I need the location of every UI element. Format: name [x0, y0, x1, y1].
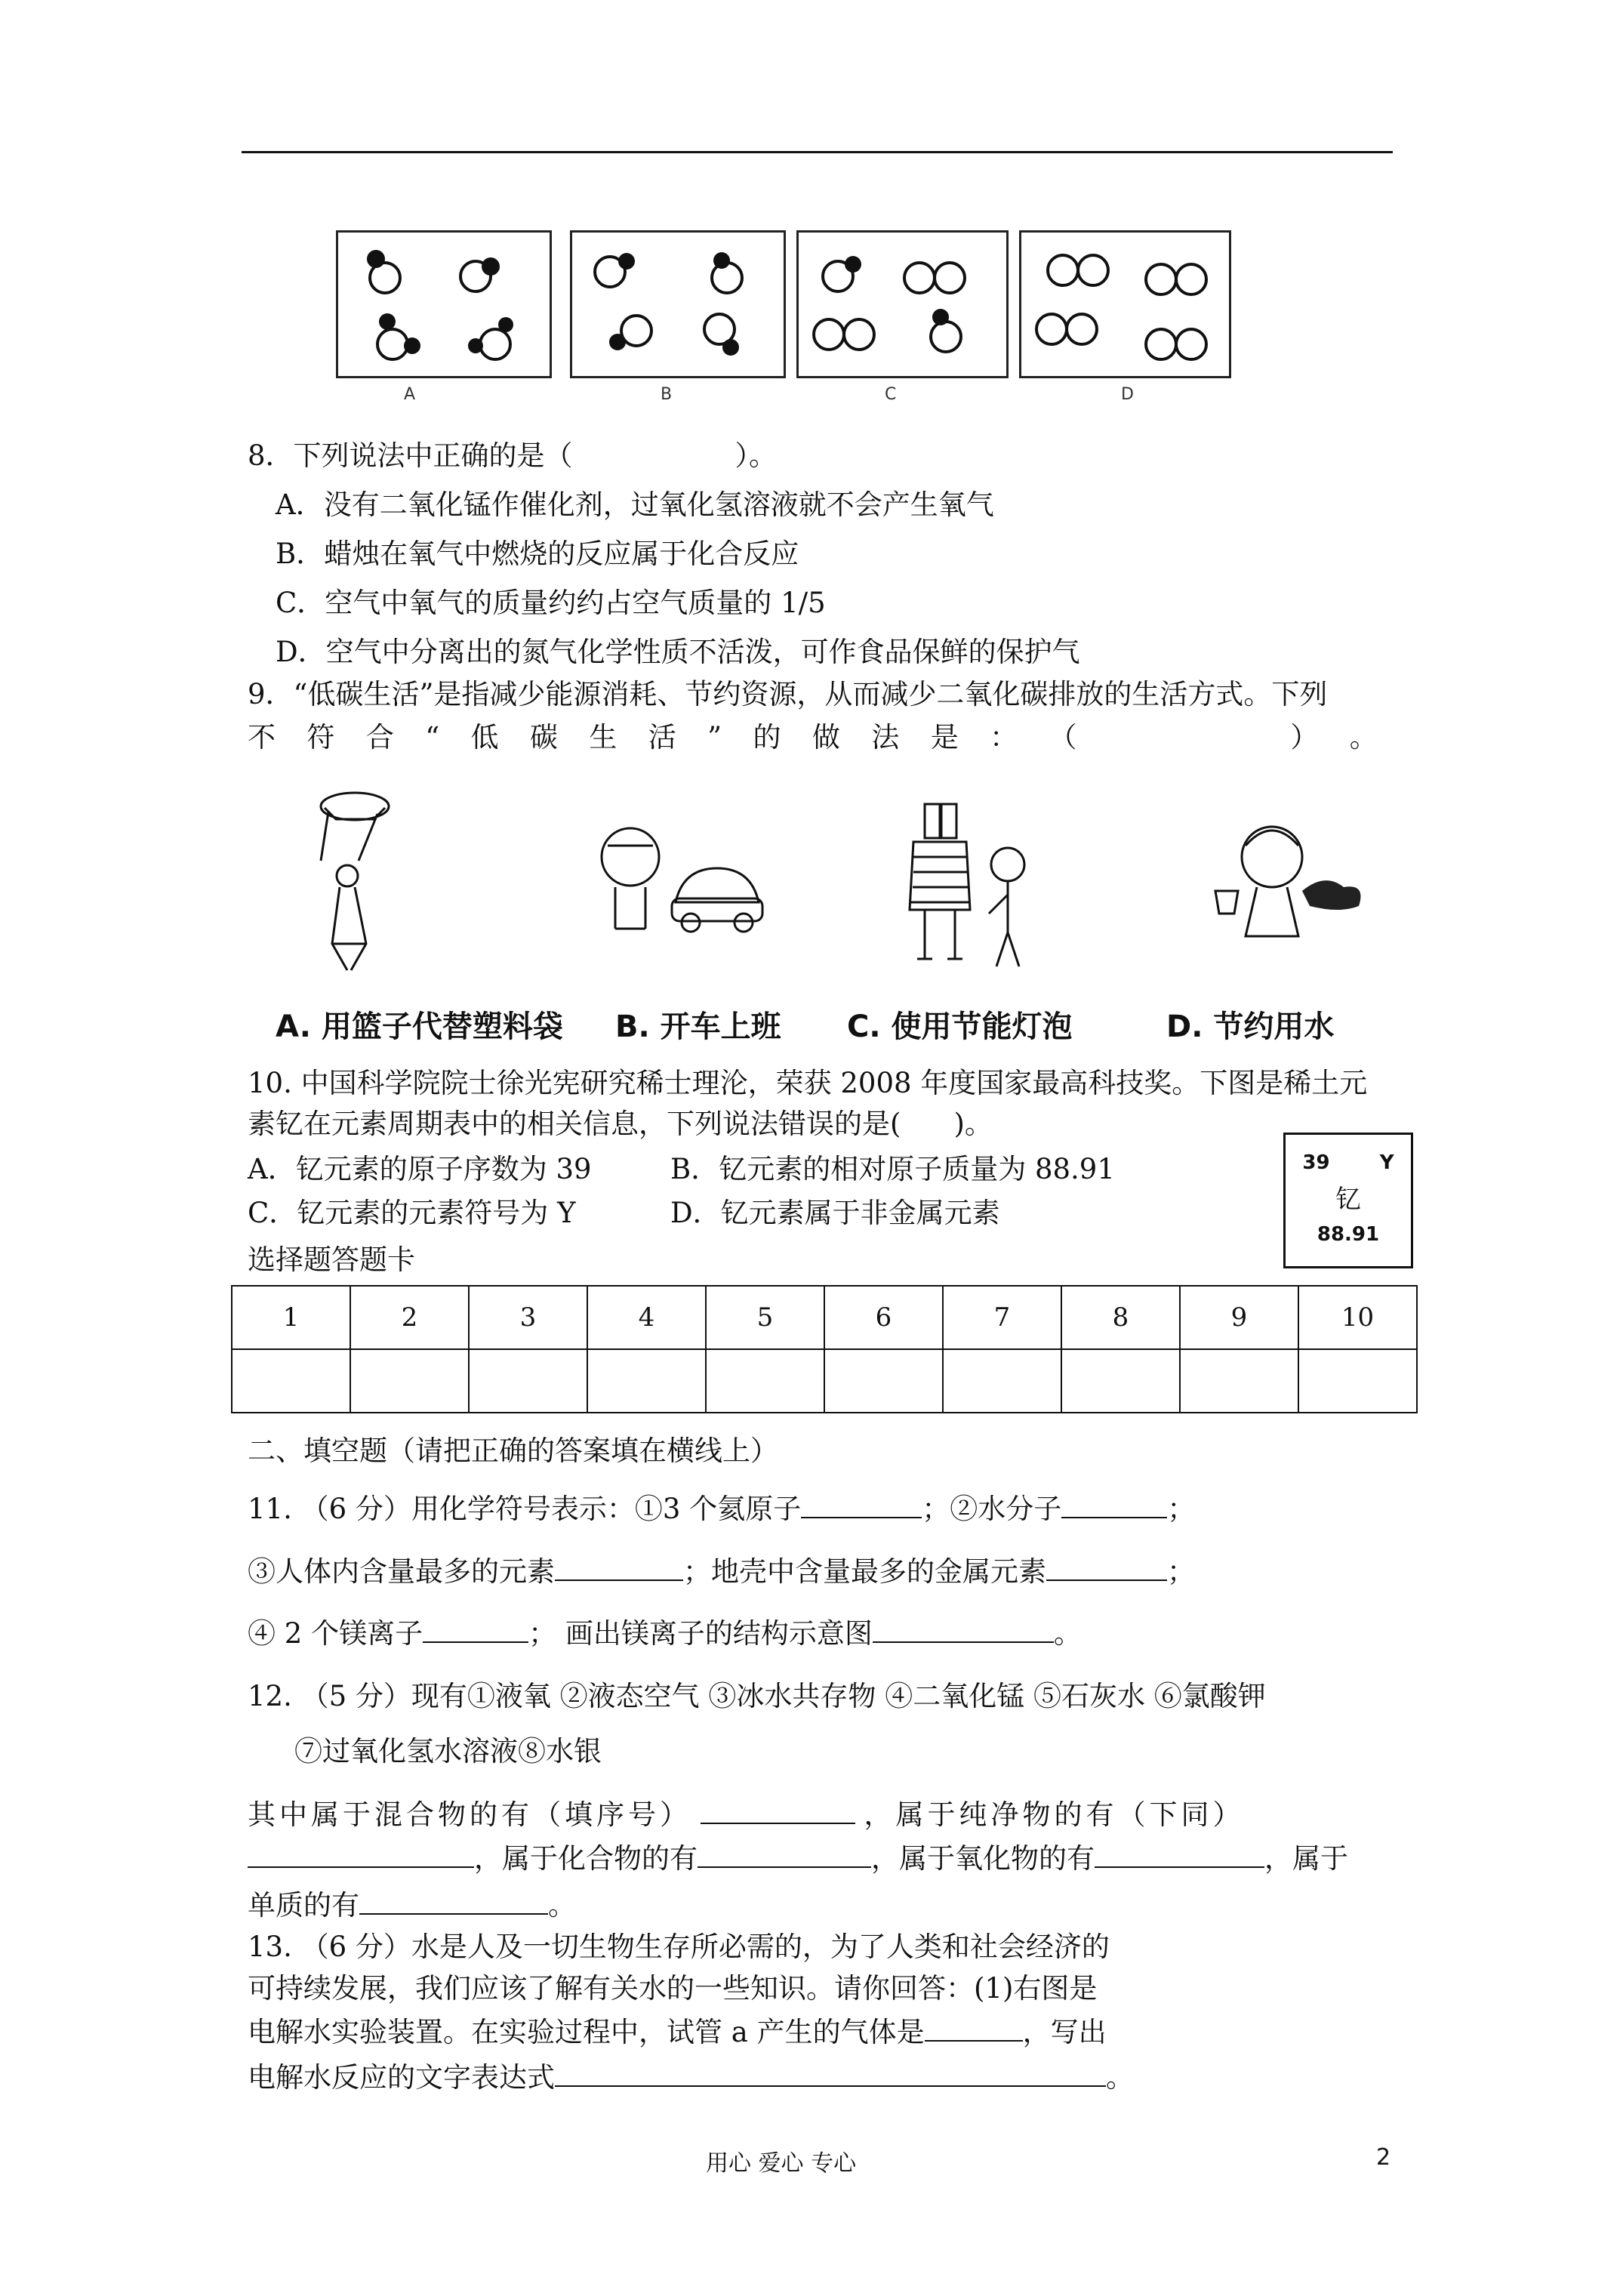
answer-cell[interactable] [232, 1349, 350, 1413]
q8-stem [248, 439, 777, 473]
q12-text: ，属于纯净物的有（下同） [864, 1798, 1245, 1831]
q12-line5 [248, 1888, 576, 1922]
header-rule [242, 151, 1393, 153]
answer-card-header: 6 [824, 1286, 943, 1349]
diagram-label-d: D [1121, 385, 1134, 404]
page-number: 2 [1376, 2144, 1391, 2171]
answer-cell[interactable] [1180, 1349, 1298, 1413]
answer-card-header: 3 [469, 1286, 587, 1349]
q9-picture-d [1204, 815, 1370, 947]
q12-blank-compound[interactable] [698, 1841, 871, 1868]
q12-blank-oxide[interactable] [1095, 1841, 1264, 1868]
q12-blank-pure[interactable] [248, 1841, 474, 1868]
answer-card-header: 10 [1298, 1286, 1417, 1349]
q8-stem-text: 8．下列说法中正确的是（ [248, 439, 573, 472]
q9-label-b: B. 开车上班 [615, 1009, 781, 1044]
answer-card-answer-row [232, 1349, 1417, 1413]
footer-motto: 用心 爱心 专心 [706, 2150, 857, 2177]
q11-blank-crust-metal[interactable] [1046, 1554, 1167, 1581]
q11-line2 [248, 1554, 1195, 1589]
diagram-label-c: C [885, 385, 897, 404]
answer-card-header: 8 [1061, 1286, 1180, 1349]
q12-blank-element[interactable] [359, 1888, 548, 1915]
q11-text: 11. （6 分）用化学符号表示：①3 个氦原子 [248, 1493, 802, 1525]
diagram-label-a: A [404, 385, 416, 404]
answer-card-header: 7 [943, 1286, 1061, 1349]
q9-label-a: A. 用篮子代替塑料袋 [276, 1009, 563, 1044]
q9-char: 的 [753, 721, 781, 754]
answer-card-header: 1 [232, 1286, 350, 1349]
q9-char: 做 [812, 721, 840, 754]
q13-text: 电解水反应的文字表达式 [248, 2061, 555, 2094]
element-card-yttrium [1283, 1133, 1413, 1268]
answer-cell[interactable] [824, 1349, 943, 1413]
diagram-c [796, 230, 1009, 378]
answer-card-header: 5 [706, 1286, 824, 1349]
q11-line1 [248, 1491, 1195, 1526]
answer-card-table [231, 1285, 1418, 1413]
q10-line2-text: 素钇在元素周期表中的相关信息，下列说法错误的是( [248, 1108, 901, 1140]
q8-option-b: B．蜡烛在氧气中燃烧的反应属于化合反应 [276, 538, 799, 570]
q12-line4 [248, 1841, 1348, 1875]
q9-picture-b [585, 815, 774, 947]
q12-text: 单质的有 [248, 1889, 359, 1922]
q9-line2 [248, 721, 1378, 754]
q10-option-a: A．钇元素的原子序数为 39 [248, 1153, 592, 1185]
answer-card-title: 选择题答题卡 [248, 1244, 415, 1276]
section2-title: 二、填空题（请把正确的答案填在横线上） [248, 1435, 778, 1467]
element-symbol: Y [1379, 1151, 1394, 1174]
q11-blank-mg-diagram[interactable] [873, 1616, 1054, 1643]
q11-text: ③人体内含量最多的元素 [248, 1555, 555, 1588]
q12-blank-mixture[interactable] [701, 1797, 855, 1824]
q9-picture-c [895, 797, 1046, 973]
q9-char: 。 [1349, 721, 1378, 754]
q8-option-d: D．空气中分离出的氮气化学性质不活泼，可作食品保鲜的保护气 [276, 636, 1080, 668]
q11-line3 [248, 1616, 1082, 1650]
answer-cell[interactable] [1298, 1349, 1417, 1413]
q9-char: 不 [248, 721, 276, 754]
q13-text: ，写出 [1022, 2016, 1107, 2048]
answer-card-header: 9 [1180, 1286, 1298, 1349]
q13-blank-equation[interactable] [555, 2060, 1106, 2087]
q9-char: ） [1290, 721, 1319, 754]
element-name: 钇 [1335, 1185, 1361, 1215]
q10-line2 [248, 1108, 993, 1141]
q12-text: ，属于化合物的有 [474, 1842, 698, 1875]
q9-picture-a [306, 785, 396, 977]
answer-cell[interactable] [943, 1349, 1061, 1413]
q10-option-d: D．钇元素属于非金属元素 [670, 1197, 1000, 1229]
q11-blank-helium[interactable] [801, 1491, 922, 1518]
q8-stem-end: ）。 [735, 439, 778, 472]
answer-cell[interactable] [706, 1349, 824, 1413]
diagram-b [570, 230, 786, 378]
q11-text: ④ 2 个镁离子 [248, 1617, 423, 1650]
q9-char: 生 [589, 721, 617, 754]
q9-char: 碳 [529, 721, 558, 754]
answer-card-header-row [232, 1286, 1417, 1349]
q10-line2-end: )。 [953, 1108, 993, 1140]
answer-cell[interactable] [350, 1349, 469, 1413]
q13-line4 [248, 2060, 1134, 2094]
q11-text: ； [1167, 1555, 1195, 1588]
q9-char: 符 [306, 721, 335, 754]
q9-char: 合 [365, 721, 394, 754]
q13-blank-gas[interactable] [925, 2014, 1023, 2042]
q13-line2: 可持续发展，我们应该了解有关水的一些知识。请你回答：(1)右图是 [248, 1972, 1098, 2005]
q9-line1: 9．“低碳生活”是指减少能源消耗、节约资源，从而减少二氧化碳排放的生活方式。下列 [248, 678, 1328, 710]
q8-option-c: C．空气中氧气的质量约约占空气质量的 1/5 [276, 587, 826, 619]
element-number: 39 [1302, 1151, 1330, 1174]
q12-line1: 12. （5 分）现有①液氧 ②液态空气 ③冰水共存物 ④二氧化锰 ⑤石灰水 ⑥氯酸钾 [248, 1680, 1266, 1712]
q8-option-a: A．没有二氧化锰作催化剂，过氧化氢溶液就不会产生氧气 [276, 488, 994, 521]
q11-blank-water[interactable] [1061, 1491, 1167, 1518]
q12-text: 其中属于混合物的有（填序号） [248, 1798, 691, 1831]
answer-card-header: 2 [350, 1286, 469, 1349]
answer-cell[interactable] [587, 1349, 706, 1413]
q13-line3 [248, 2014, 1107, 2049]
q11-blank-body-element[interactable] [555, 1554, 683, 1581]
q10-line1: 10. 中国科学院院士徐光宪研究稀士理沦，荣获 2008 年度国家最高科技奖。下图是稀土元 [248, 1067, 1368, 1099]
element-mass: 88.91 [1317, 1223, 1380, 1246]
q12-line2: ⑦过氧化氢水溶液⑧水银 [294, 1735, 602, 1767]
q11-text: ； 画出镁离子的结构示意图 [528, 1617, 873, 1650]
q11-text: ；②水分子 [922, 1493, 1062, 1525]
q11-text: 。 [1053, 1617, 1082, 1650]
q9-char: （ [1049, 721, 1077, 754]
q9-char: 低 [470, 721, 499, 754]
diagram-d [1019, 230, 1231, 378]
diagram-label-b: B [661, 385, 673, 404]
q9-char: 活 [648, 721, 676, 754]
q9-label-d: D. 节约用水 [1166, 1009, 1335, 1044]
q9-char: ” [707, 721, 722, 754]
q11-text: ；地壳中含量最多的金属元素 [683, 1555, 1046, 1588]
q9-label-c: C. 使用节能灯泡 [847, 1009, 1073, 1044]
q9-char: “ [425, 721, 440, 754]
q12-text: ，属于氧化物的有 [871, 1842, 1095, 1875]
q13-line1: 13. （6 分）水是人及一切生物生存所必需的，为了人类和社会经济的 [248, 1931, 1110, 1963]
q9-char: ： [990, 721, 1018, 754]
q12-line3 [248, 1797, 1245, 1832]
answer-cell[interactable] [1061, 1349, 1180, 1413]
q11-blank-mg-ions[interactable] [423, 1616, 528, 1643]
q10-option-b: B．钇元素的相对原子质量为 88.91 [670, 1153, 1115, 1185]
q11-text: ； [1167, 1493, 1196, 1525]
q13-text: 。 [1106, 2061, 1134, 2094]
q10-option-c: C．钇元素的元素符号为 Y [248, 1197, 576, 1229]
q12-text: ，属于 [1264, 1842, 1348, 1875]
q9-char: 是 [930, 721, 959, 754]
q9-char: 法 [871, 721, 900, 754]
diagram-a [336, 230, 552, 378]
q13-text: 电解水实验装置。在实验过程中，试管 a 产生的气体是 [248, 2016, 925, 2048]
answer-card-header: 4 [587, 1286, 706, 1349]
answer-cell[interactable] [469, 1349, 587, 1413]
q12-text: 。 [548, 1889, 576, 1922]
